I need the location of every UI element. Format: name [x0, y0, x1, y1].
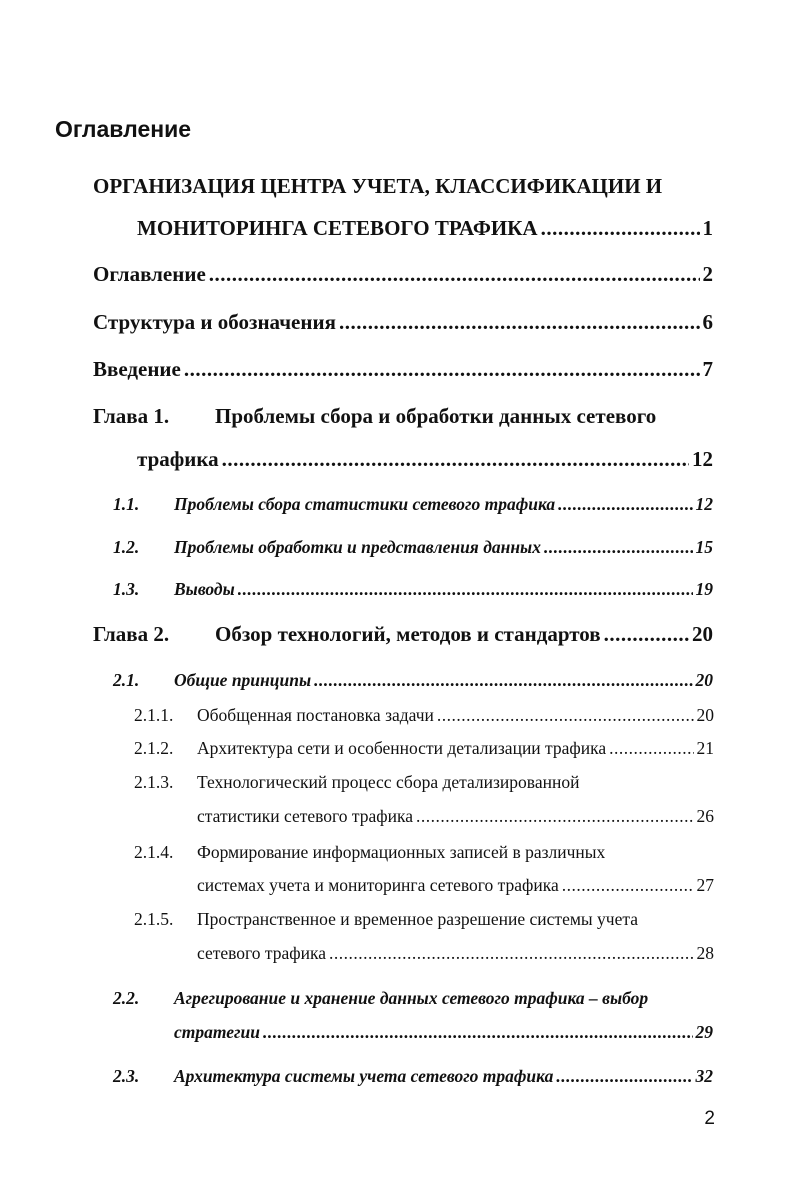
toc-entry — [174, 579, 713, 600]
toc-entry-label: статистики сетевого трафика — [197, 806, 413, 826]
toc-entry — [215, 622, 713, 647]
toc-page: 20 — [696, 705, 714, 725]
toc-entry — [174, 494, 713, 515]
toc-entry-title — [137, 216, 713, 241]
toc-entry-label: Оглавление — [93, 262, 206, 286]
toc-leader — [184, 357, 700, 382]
toc-entry-label: Проблемы обработки и представления данных — [174, 537, 541, 557]
toc-page: 19 — [695, 579, 713, 599]
toc-entry-label: сетевого трафика — [197, 943, 327, 963]
toc-page: 7 — [702, 357, 713, 381]
toc-entry — [174, 1066, 713, 1087]
toc-leader — [238, 579, 693, 600]
toc-entry-label: трафика — [137, 447, 219, 471]
toc-page: 12 — [692, 447, 713, 471]
toc-entry — [197, 806, 714, 827]
toc-entry-label: системах учета и мониторинга сетевого трафика — [197, 875, 559, 895]
toc-entry-number: 2.1. — [113, 670, 140, 690]
toc-leader — [604, 622, 689, 647]
toc-entry — [93, 262, 713, 287]
toc-entry-label: Общие принципы — [174, 670, 312, 690]
toc-entry — [197, 705, 714, 726]
toc-entry-label: Обзор технологий, методов и стандартов — [215, 622, 601, 646]
toc-page: 15 — [695, 537, 713, 557]
toc-page: 21 — [696, 738, 714, 758]
toc-entry-label-line1: Формирование информационных записей в различных — [197, 842, 606, 862]
toc-leader — [314, 670, 692, 691]
toc-entry-number: 1.3. — [113, 579, 140, 599]
toc-page: 27 — [696, 875, 714, 895]
toc-page: 28 — [696, 943, 714, 963]
toc-entry-number: 2.3. — [113, 1066, 140, 1086]
toc-entry-label-line1: Проблемы сбора и обработки данных сетевого — [215, 404, 657, 428]
toc-page: 1 — [702, 216, 713, 240]
toc-entry — [197, 943, 714, 964]
toc-entry-number: 2.1.5. — [134, 909, 174, 929]
toc-page: 20 — [695, 670, 713, 690]
toc-entry-label: МОНИТОРИНГА СЕТЕВОГО ТРАФИКА — [137, 216, 538, 240]
toc-entry — [174, 670, 713, 691]
toc-entry-number: 2.1.1. — [134, 705, 174, 725]
toc-entry-label: Архитектура сети и особенности детализации трафика — [197, 738, 607, 758]
toc-page: 26 — [696, 806, 714, 826]
toc-entry — [93, 357, 713, 382]
toc-leader — [541, 216, 700, 241]
toc-leader — [562, 875, 694, 896]
toc-entry-number: 2.1.2. — [134, 738, 174, 758]
toc-entry — [174, 537, 713, 558]
toc-page: 2 — [702, 262, 713, 286]
toc-entry-number: Глава 2. — [93, 622, 170, 646]
toc-page: 20 — [692, 622, 713, 646]
toc-leader — [544, 537, 693, 558]
toc-page: 12 — [695, 494, 713, 514]
toc-leader — [416, 806, 694, 827]
toc-leader — [558, 494, 692, 515]
toc-leader — [556, 1066, 692, 1087]
toc-entry — [197, 738, 714, 759]
toc-entry-label: Архитектура системы учета сетевого трафика — [174, 1066, 554, 1086]
toc-entry-label: Выводы — [174, 579, 235, 599]
toc-page: 32 — [695, 1066, 713, 1086]
toc-entry — [137, 447, 713, 472]
toc-entry-label: Проблемы сбора статистики сетевого трафика — [174, 494, 556, 514]
toc-entry-number: Глава 1. — [93, 404, 170, 428]
page-title: Оглавление — [55, 116, 192, 142]
toc-entry-title-line1: ОРГАНИЗАЦИЯ ЦЕНТРА УЧЕТА, КЛАССИФИКАЦИИ И — [93, 174, 663, 198]
toc-entry-number: 2.2. — [113, 988, 140, 1008]
toc-entry — [197, 875, 714, 896]
toc-entry-label: стратегии — [174, 1022, 260, 1042]
toc-page: 29 — [695, 1022, 713, 1042]
toc-entry-number: 2.1.3. — [134, 772, 174, 792]
page-number: 2 — [704, 1108, 715, 1129]
toc-entry — [93, 310, 713, 335]
toc-leader — [339, 310, 700, 335]
toc-entry-number: 2.1.4. — [134, 842, 174, 862]
toc-leader — [437, 705, 694, 726]
toc-entry-label-line1: Пространственное и временное разрешение системы учета — [197, 909, 638, 929]
toc-entry-number: 1.1. — [113, 494, 140, 514]
toc-leader — [609, 738, 693, 759]
toc-entry-label-line1: Технологический процесс сбора детализированной — [197, 772, 580, 792]
toc-leader — [263, 1022, 693, 1043]
toc-entry — [174, 1022, 713, 1043]
toc-entry-label: Структура и обозначения — [93, 310, 336, 334]
toc-entry-label: Введение — [93, 357, 181, 381]
toc-entry-number: 1.2. — [113, 537, 140, 557]
toc-entry-label: Обобщенная постановка задачи — [197, 705, 434, 725]
toc-leader — [222, 447, 689, 472]
toc-leader — [329, 943, 693, 964]
toc-leader — [209, 262, 700, 287]
toc-page: 6 — [702, 310, 713, 334]
toc-entry-label-line1: Агрегирование и хранение данных сетевого трафика – выбор — [174, 988, 649, 1008]
